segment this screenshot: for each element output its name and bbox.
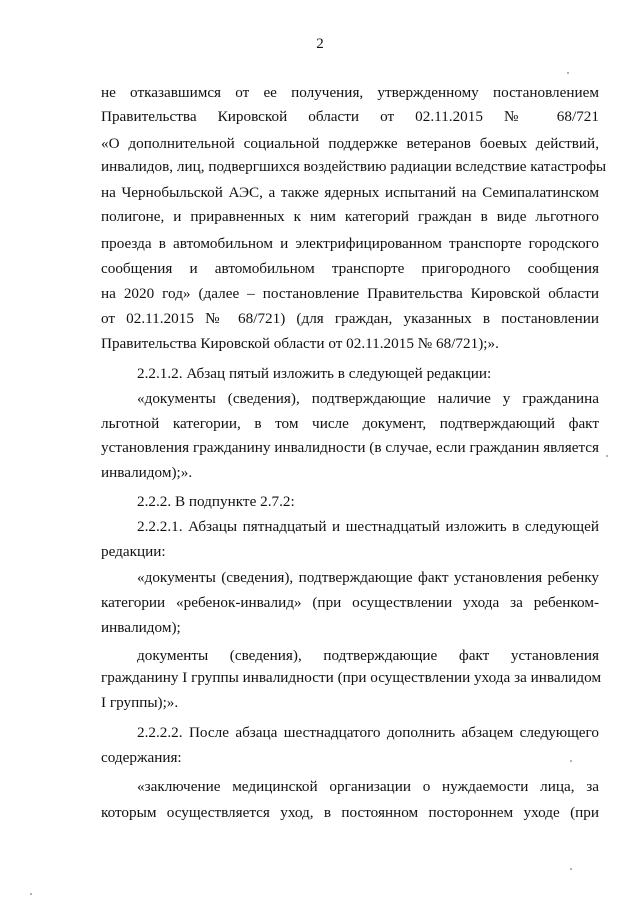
text-line: документы (сведения), подтверждающие факт установления: [137, 647, 599, 664]
text-line: на Чернобыльской АЭС, а также ядерных испытаний на Семипалатинском: [101, 184, 599, 201]
text-line: Правительства Кировской области от 02.11.2015 № 68/721);».: [101, 335, 499, 352]
text-line: полигоне, и приравненных к ним категорий граждан в виде льготного: [101, 208, 599, 225]
text-line: инвалидом);: [101, 619, 181, 636]
text-line: не отказавшимся от ее получения, утвержденному постановлением: [101, 84, 599, 101]
scan-speck: [567, 72, 569, 74]
text-line: 2.2.2. В подпункте 2.7.2:: [137, 493, 295, 510]
scan-speck: [570, 868, 572, 870]
text-line: льготной категории, в том числе документ, подтверждающий факт: [101, 415, 599, 432]
text-line: «О дополнительной социальной поддержке ветеранов боевых действий,: [101, 135, 599, 152]
text-line: «заключение медицинской организации о нуждаемости лица, за: [137, 778, 599, 795]
text-line: «документы (сведения), подтверждающие факт установления ребенку: [137, 569, 599, 586]
text-line: сообщения и автомобильном транспорте пригородного сообщения: [101, 260, 599, 277]
text-line: проезда в автомобильном и электрифицированном транспорте городского: [101, 235, 599, 252]
text-line: которым осуществляется уход, в постоянном постороннем уходе (при: [101, 804, 599, 821]
text-line: «документы (сведения), подтверждающие наличие у гражданина: [137, 390, 599, 407]
scan-speck: [30, 893, 32, 895]
text-line: инвалидом);».: [101, 464, 193, 481]
text-line: установления гражданину инвалидности (в случае, если гражданин является: [101, 439, 599, 456]
text-line: на 2020 год» (далее – постановление Правительства Кировской области: [101, 285, 599, 302]
text-line: содержания:: [101, 749, 182, 766]
text-line: гражданину I группы инвалидности (при осуществлении ухода за инвалидом: [101, 669, 602, 686]
page-number: 2: [316, 36, 324, 52]
scan-speck: [570, 760, 572, 762]
text-line: 2.2.1.2. Абзац пятый изложить в следующей редакции:: [137, 365, 492, 382]
text-line: от 02.11.2015 № 68/721) (для граждан, указанных в постановлении: [101, 310, 599, 327]
text-line: категории «ребенок-инвалид» (при осуществлении ухода за ребенком-: [101, 594, 599, 611]
text-line: 2.2.2.1. Абзацы пятнадцатый и шестнадцатый изложить в следующей: [137, 518, 599, 535]
text-line: редакции:: [101, 543, 166, 560]
text-line: инвалидов, лиц, подвергшихся воздействию радиации вследствие катастрофы: [101, 158, 607, 175]
text-line: Правительства Кировской области от 02.11.2015 № 68/721: [101, 108, 599, 125]
text-line: I группы);».: [101, 694, 179, 711]
text-line: 2.2.2.2. После абзаца шестнадцатого дополнить абзацем следующего: [137, 724, 599, 741]
scan-speck: [606, 455, 608, 457]
